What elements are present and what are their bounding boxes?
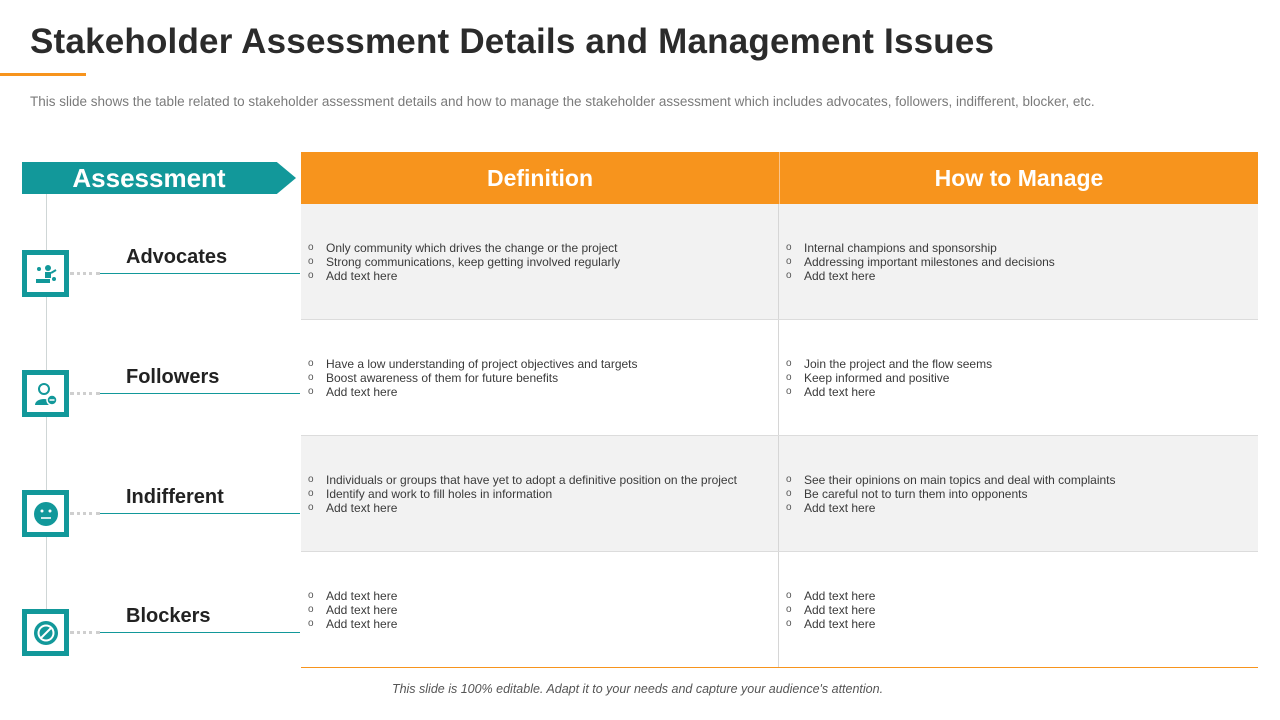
table-row (301, 204, 1258, 320)
connector-dots (70, 272, 100, 275)
table-row (301, 320, 1258, 436)
bullet-item: o Join the project and the flow seems (786, 357, 992, 371)
manage-cell (779, 204, 1257, 319)
bullet-item: o Add text here (786, 501, 1116, 515)
assessment-underline (100, 513, 300, 514)
advocate-icon (33, 261, 59, 287)
bullet-item: o Add text here (786, 385, 992, 399)
table-row (301, 436, 1258, 552)
manage-cell (779, 320, 1257, 435)
bullet-item: o Keep informed and positive (786, 371, 992, 385)
assessment-underline (100, 632, 300, 633)
bullet-item: o Only community which drives the change or the project (308, 241, 620, 255)
bullet-item: o Be careful not to turn them into opponents (786, 487, 1116, 501)
bullet-item: o Have a low understanding of project objectives and targets (308, 357, 638, 371)
bullet-item: o Add text here (308, 617, 397, 631)
definition-cell (301, 436, 779, 551)
bullet-item: o Add text here (308, 589, 397, 603)
bullet-item: o Add text here (786, 589, 875, 603)
follower-icon (33, 381, 59, 407)
bullet-item: o Addressing important milestones and decisions (786, 255, 1055, 269)
assessment-row-blockers (0, 605, 300, 669)
assessment-name: Followers (126, 366, 220, 388)
bullet-item: o Add text here (786, 603, 875, 617)
blocked-icon-box (22, 609, 69, 656)
manage-cell (779, 552, 1257, 667)
column-header-how-to-manage: How to Manage (934, 164, 1104, 191)
bullet-item: o Add text here (308, 603, 397, 617)
bullet-item: o Strong communications, keep getting involved regularly (308, 255, 620, 269)
assessment-row-advocates (0, 246, 300, 310)
bullet-item: o Individuals or groups that have yet to adopt a definitive position on the project (308, 473, 737, 487)
follower-icon-box (22, 370, 69, 417)
neutral-face-icon (33, 501, 59, 527)
bullet-item: o Add text here (786, 269, 1055, 283)
connector-dots (70, 631, 100, 634)
manage-cell (779, 436, 1257, 551)
assessment-row-indifferent (0, 486, 300, 550)
assessment-row-followers (0, 366, 300, 430)
table-row (301, 552, 1258, 668)
bullet-item: o Boost awareness of them for future benefits (308, 371, 638, 385)
page-title: Stakeholder Assessment Details and Management Issues (30, 22, 995, 61)
bullet-item: o See their opinions on main topics and deal with complaints (786, 473, 1116, 487)
bullet-item: o Internal champions and sponsorship (786, 241, 1055, 255)
column-header-definition: Definition (301, 152, 780, 204)
assessment-name: Advocates (126, 246, 228, 268)
footer-note: This slide is 100% editable. Adapt it to your needs and capture your audience's attention. (391, 682, 884, 696)
connector-dots (70, 392, 100, 395)
assessment-table (301, 152, 1258, 668)
definition-cell (301, 552, 779, 667)
assessment-underline (100, 273, 300, 274)
connector-dots (70, 512, 100, 515)
definition-cell (301, 204, 779, 319)
assessment-header-label: Assessment (72, 163, 226, 193)
assessment-name: Blockers (126, 605, 211, 627)
definition-cell (301, 320, 779, 435)
bullet-item: o Add text here (308, 501, 737, 515)
assessment-underline (100, 393, 300, 394)
neutral-face-icon-box (22, 490, 69, 537)
assessment-name: Indifferent (126, 486, 224, 508)
page-subtitle: This slide shows the table related to stakeholder assessment details and how to manage the stakeholder assessment which includes advocates, followers, indifferent, blocker, etc. (30, 94, 1095, 109)
advocate-icon-box (22, 250, 69, 297)
title-underline (0, 73, 86, 76)
table-header (301, 152, 1258, 204)
bullet-item: o Add text here (308, 269, 620, 283)
bullet-item: o Add text here (308, 385, 638, 399)
bullet-item: o Add text here (786, 617, 875, 631)
bullet-item: o Identify and work to fill holes in information (308, 487, 737, 501)
blocked-icon (33, 620, 59, 646)
